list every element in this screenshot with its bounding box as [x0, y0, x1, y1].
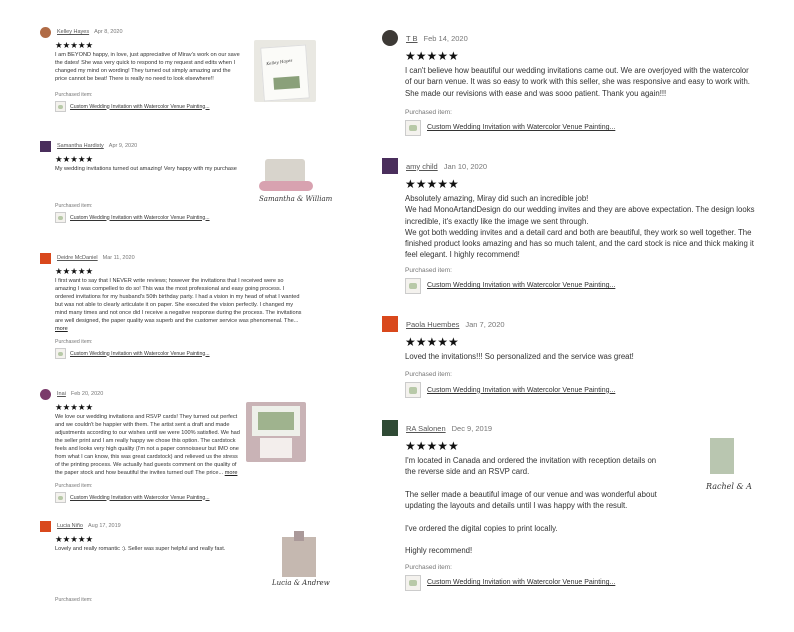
photo-script-text: Rachel & A	[706, 482, 752, 491]
more-link[interactable]: more	[55, 326, 68, 332]
star-rating: ★★★★★	[405, 49, 459, 63]
invitation-card	[252, 406, 300, 436]
review-header	[380, 157, 794, 175]
rsvp-card	[260, 438, 292, 458]
reviewer-name[interactable]: Samantha Hardisty	[57, 143, 104, 149]
review-header	[0, 520, 360, 532]
item-thumbnail-icon[interactable]	[405, 575, 421, 591]
item-thumbnail-icon[interactable]	[405, 120, 421, 136]
review-photo[interactable]	[268, 535, 330, 597]
review-card	[380, 315, 794, 398]
review-text: Lovely and really romantic :). Seller was super helpful and really fast.	[55, 546, 226, 552]
star-rating: ★★★★★	[405, 335, 459, 349]
review-photo[interactable]	[255, 155, 333, 210]
review-text: I'm located in Canada and ordered the invitation with reception details on the reverse side and an RSVP card. The seller made a beautiful image of our venue and was wonderful about updating the layouts and details until I was happy with the result. I've ordered the digital copies to print locally. Highly recommend!	[405, 456, 657, 556]
left-review-panel	[0, 0, 360, 632]
reviewer-name[interactable]: RA Salonen	[406, 423, 446, 433]
purchased-label: Purchased item:	[55, 203, 93, 209]
star-rating: ★★★★★	[55, 402, 94, 412]
flowers-illustration	[259, 181, 313, 191]
star-rating: ★★★★★	[55, 154, 94, 164]
review-header	[0, 252, 360, 264]
purchased-label: Purchased item:	[405, 563, 452, 571]
review-date: Feb 14, 2020	[423, 33, 468, 43]
item-link[interactable]: Custom Wedding Invitation with Watercolor Venue Painting...	[427, 579, 616, 587]
item-link[interactable]: Custom Wedding Invitation with Watercolor Venue Painting...	[70, 350, 210, 357]
review-date: Aug 17, 2019	[88, 523, 121, 529]
review-text: Absolutely amazing, Miray did such an incredible job! We had MonoArtandDesign do our wedding invites and they are above expectation. The design looks incredible, it's exactly like the image we sent through. We got both wedding invites and a detail card and both are beautiful, they work so well together. The finished product looks amazing and has so much talent, and the card stock is nice and thick making it feel elegant. I highly recommend!	[405, 194, 755, 260]
review-text: I am BEYOND happy, in love, just appreciative of Mirav's work on our save the dates! She was very quick to respond to my request and edits when I changed my mind on wording! They turned out simply amazing and the price cannot be beat! There is really no need to look elsewhere!!	[55, 52, 240, 82]
reviewer-name[interactable]: Paola Huembes	[406, 319, 460, 329]
venue-illustration	[282, 537, 316, 577]
purchased-label: Purchased item:	[55, 483, 93, 489]
review-date: Dec 9, 2019	[451, 423, 493, 433]
review-text: My wedding invitations turned out amazing! Very happy with my purchase	[55, 166, 237, 172]
right-review-panel	[380, 0, 794, 632]
review-date: Mar 11, 2020	[102, 255, 135, 261]
reviewer-name[interactable]: Kelley Hayes	[57, 29, 90, 35]
star-rating: ★★★★★	[55, 266, 94, 276]
invitation-card	[260, 44, 310, 101]
reviewer-avatar[interactable]	[40, 141, 51, 152]
item-link[interactable]: Custom Wedding Invitation with Watercolor Venue Painting...	[70, 494, 210, 501]
item-thumbnail-icon[interactable]	[55, 101, 66, 112]
star-rating: ★★★★★	[55, 534, 94, 544]
item-thumbnail-icon[interactable]	[405, 278, 421, 294]
reviewer-avatar[interactable]	[40, 389, 51, 400]
review-header	[0, 26, 360, 38]
review-card	[380, 157, 794, 294]
review-photo[interactable]	[246, 402, 306, 462]
purchased-label: Purchased item:	[55, 597, 93, 603]
review-text: Loved the invitations!!! So personalized and the service was great!	[405, 352, 634, 361]
purchased-item[interactable]	[55, 101, 360, 112]
purchased-item[interactable]	[55, 492, 360, 503]
review-photo[interactable]	[254, 40, 316, 102]
purchased-item[interactable]	[405, 120, 794, 136]
review-date: Apr 9, 2020	[108, 143, 138, 149]
review-card	[0, 388, 360, 503]
photo-script-text: Samantha & William	[259, 195, 333, 203]
item-link[interactable]: Custom Wedding Invitation with Watercolor Venue Painting...	[70, 214, 210, 221]
photo-script-text: Lucia & Andrew	[272, 579, 330, 587]
review-text: I first want to say that I NEVER write reviews; however the invitations that I received were so amazing I was compelled to do so! This was the most professional and easy going process. I ordered invitations for my husband's 50th birthday party. I had a vision in my head of what I wanted but was not able to clearly articulate it on paper. She executed the vision perfectly. I changed my mind many times and not once did I receive a negative response during the process. The invitations are well designed, the paper quality was superb and the customer service was phenomenal. The... more	[55, 278, 302, 332]
reviewer-avatar[interactable]	[382, 420, 398, 436]
more-link[interactable]: more	[224, 470, 238, 476]
purchased-label: Purchased item:	[405, 266, 452, 274]
venue-illustration	[710, 438, 734, 474]
review-text: I can't believe how beautiful our wedding invitations came out. We are overjoyed with the watercolor of our barn venue. It was so easy to work with this seller, she was responsive and easy to work with. She made our revisions with ease and was sooo patient. Thank you again!!!	[405, 66, 750, 98]
star-rating: ★★★★★	[405, 177, 459, 191]
review-header	[380, 29, 794, 47]
reviewer-avatar[interactable]	[382, 158, 398, 174]
item-link[interactable]: Custom Wedding Invitation with Watercolor Venue Painting...	[70, 103, 210, 110]
review-date: Apr 8, 2020	[94, 29, 123, 35]
reviewer-avatar[interactable]	[40, 521, 51, 532]
reviewer-name[interactable]: T B	[406, 33, 418, 43]
star-rating: ★★★★★	[405, 439, 459, 453]
review-card	[380, 29, 794, 136]
reviewer-name[interactable]: Deidre McDaniel	[57, 255, 98, 261]
reviewer-avatar[interactable]	[40, 27, 51, 38]
star-rating: ★★★★★	[55, 40, 94, 50]
review-date: Jan 10, 2020	[443, 161, 488, 171]
purchased-label: Purchased item:	[405, 371, 452, 379]
review-header	[380, 315, 794, 333]
purchased-item[interactable]	[405, 575, 794, 591]
review-header	[0, 140, 360, 152]
item-thumbnail-icon[interactable]	[405, 382, 421, 398]
purchased-label: Purchased item:	[55, 339, 93, 345]
review-date: Jan 7, 2020	[465, 319, 505, 329]
reviewer-avatar[interactable]	[382, 316, 398, 332]
item-link[interactable]: Custom Wedding Invitation with Watercolor Venue Painting...	[427, 386, 616, 394]
purchased-item[interactable]	[55, 348, 360, 359]
item-link[interactable]: Custom Wedding Invitation with Watercolor Venue Painting...	[427, 282, 616, 290]
reviewer-name[interactable]: Inai	[57, 391, 66, 397]
item-thumbnail-icon[interactable]	[55, 492, 66, 503]
purchased-item[interactable]	[405, 382, 794, 398]
review-text: We love our wedding invitations and RSVP cards! They turned out perfect and we couldn't be happier with them. The artist sent a draft and made adjustments according to our wishes until we were 100% satisfied. We had the seller print and I am really happy we chose this option. The cardstock feels and looks very high quality (I'm not a paper connoisseur but IMO one from what I can know, this was great cardstock) and relieved us the stress of the printing process. We actually had guests comment on the quality of the paper stock and how beautiful the invites turned out! The price... more	[55, 414, 240, 476]
purchased-label: Purchased item:	[405, 108, 452, 116]
reviewer-name[interactable]: Lucia Niño	[57, 523, 83, 529]
reviewer-avatar[interactable]	[382, 30, 398, 46]
purchased-item[interactable]	[405, 278, 794, 294]
review-card	[0, 252, 360, 359]
purchased-label: Purchased item:	[55, 92, 93, 98]
reviewer-avatar[interactable]	[40, 253, 51, 264]
review-photo[interactable]	[706, 432, 752, 522]
review-header	[0, 388, 360, 400]
item-thumbnail-icon[interactable]	[55, 212, 66, 223]
reviewer-name[interactable]: amy child	[406, 161, 438, 171]
item-thumbnail-icon[interactable]	[55, 348, 66, 359]
photo-script-text: Kelley Hayes	[265, 57, 293, 67]
item-link[interactable]: Custom Wedding Invitation with Watercolor Venue Painting...	[427, 124, 616, 132]
purchased-item[interactable]	[55, 212, 360, 223]
review-date: Feb 20, 2020	[70, 391, 104, 397]
